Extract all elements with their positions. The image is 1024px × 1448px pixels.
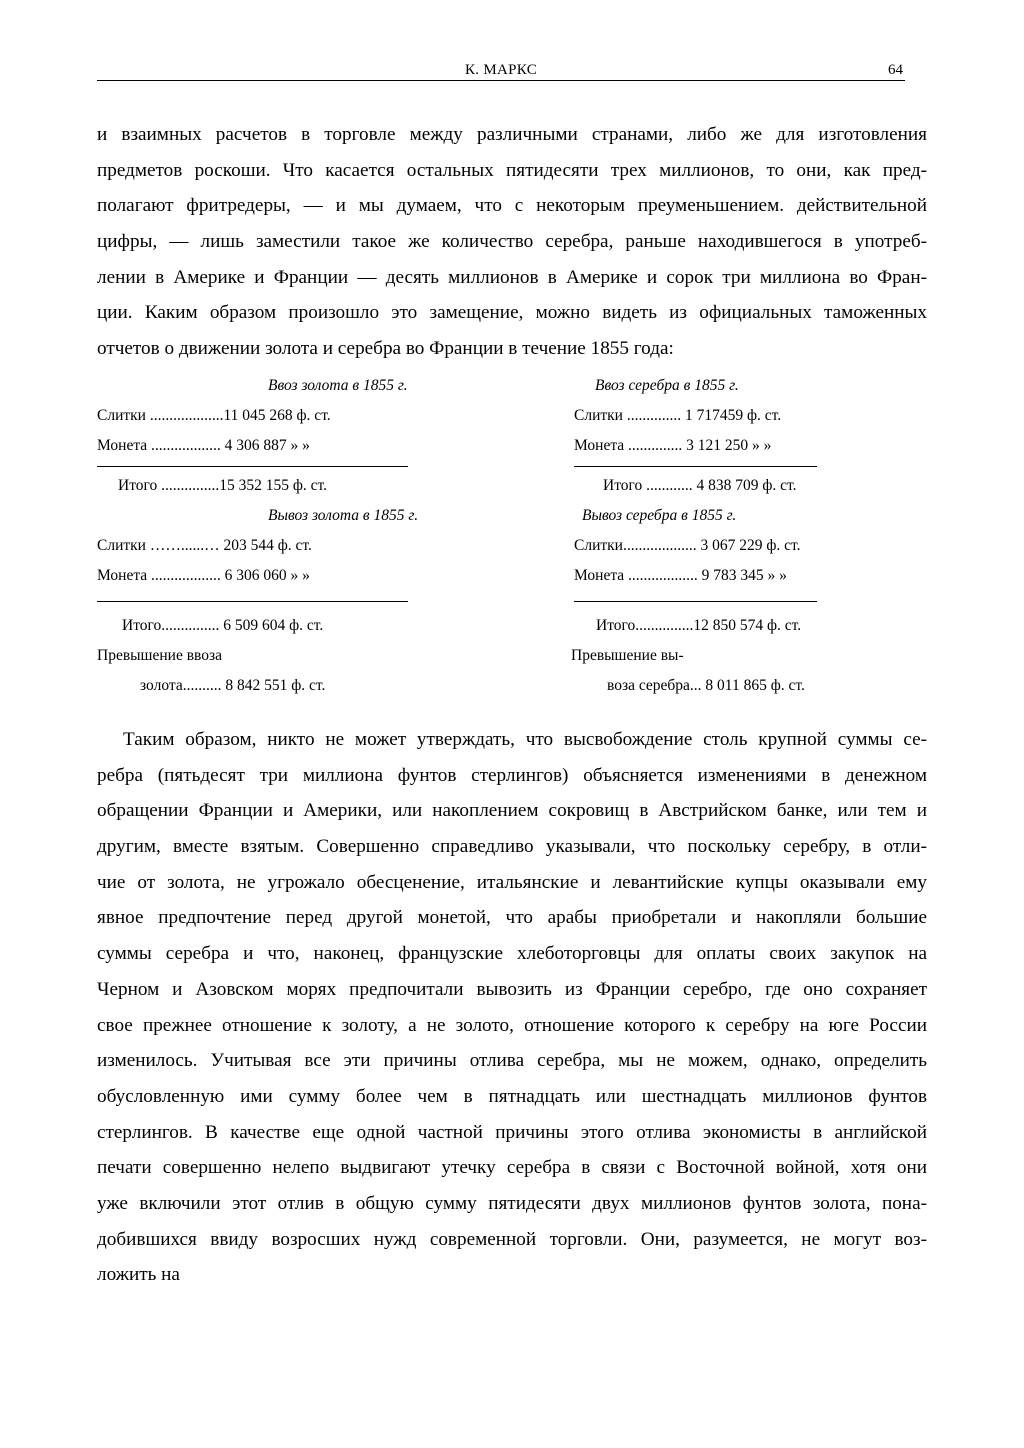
gold-import-rule	[97, 466, 408, 467]
text-line: обусловленную ими сумму более чем в пятнадцать или шестнадцать миллионов фунтов	[97, 1085, 927, 1107]
gold-export-total: Итого............... 6 509 604 ф. ст.	[122, 617, 324, 634]
text-line: свое прежнее отношение к золоту, а не золото, отношение которого к серебру на юге России	[97, 1014, 927, 1036]
text-line: другим, вместе взятым. Совершенно справедливо указывали, что поскольку серебру, в отли-	[97, 836, 927, 858]
running-header	[97, 60, 905, 81]
text-line: Черном и Азовском морях предпочитали вывозить из Франции серебро, где оно сохраняет	[97, 978, 927, 1000]
text-line: обращении Франции и Америки, или накоплением сокровищ в Австрийском банке, или тем и	[97, 800, 927, 822]
gold-excess-value: золота.......... 8 842 551 ф. ст.	[140, 677, 326, 694]
text-line: предметов роскоши. Что касается остальных пятидесяти трех миллионов, то они, как пред-	[97, 159, 927, 181]
silver-export-heading: Вывоз серебра в 1855 г.	[582, 507, 737, 524]
gold-export-rule	[97, 601, 408, 602]
silver-import-heading: Ввоз серебра в 1855 г.	[595, 377, 739, 394]
silver-export-total: Итого...............12 850 574 ф. ст.	[596, 617, 802, 634]
text-line: изменилось. Учитывая все эти причины отлива серебра, мы не можем, однако, определить	[97, 1050, 927, 1072]
gold-import-total: Итого ...............15 352 155 ф. ст.	[118, 477, 328, 494]
header-title: К. МАРКС	[464, 62, 538, 78]
page-number: 64	[888, 62, 903, 78]
text-line: и взаимных расчетов в торговле между различными странами, либо же для изготовления	[97, 124, 927, 145]
paragraph-2	[97, 722, 927, 1293]
gold-export-coin: Монета .................. 6 306 060 » »	[97, 567, 310, 584]
text-line: лении в Америке и Франции — десять миллионов в Америке и сорок три миллиона во Фран-	[97, 266, 927, 288]
text-line: уже включили этот отлив в общую сумму пятидесяти двух миллионов фунтов золота, пона-	[97, 1192, 927, 1214]
text-line: печати совершенно нелепо выдвигают утечку серебра в связи с Восточной войной, хотя они	[97, 1157, 927, 1179]
gold-import-bars: Слитки ...................11 045 268 ф. ст.	[97, 407, 331, 424]
paragraph-1	[97, 117, 927, 367]
silver-import-coin: Монета .............. 3 121 250 » »	[574, 437, 772, 454]
gold-export-bars: Слитки ……......… 203 544 ф. ст.	[97, 537, 312, 554]
gold-import-coin: Монета .................. 4 306 887 » »	[97, 437, 310, 454]
silver-excess-label: Превышение вы-	[571, 647, 684, 664]
silver-import-total: Итого ............ 4 838 709 ф. ст.	[603, 477, 797, 494]
text-line: ции. Каким образом произошло это замещение, можно видеть из официальных таможенных	[97, 302, 927, 324]
text-line: полагают фритредеры, — и мы думаем, что с некоторым преуменьшением. действительной	[97, 195, 927, 217]
text-line: отчетов о движении золота и серебра во Франции в течение 1855 года:	[97, 338, 674, 360]
silver-export-coin: Монета .................. 9 783 345 » »	[574, 567, 787, 584]
gold-export-heading: Вывоз золота в 1855 г.	[268, 507, 419, 524]
gold-excess-label: Превышение ввоза	[97, 647, 222, 664]
gold-import-heading: Ввоз золота в 1855 г.	[268, 377, 408, 394]
text-line: ребра (пятьдесят три миллиона фунтов стерлингов) объясняется изменениями в денежном	[97, 764, 927, 786]
text-line: чие от золота, не угрожало обесценение, итальянские и левантийские купцы оказывали ему	[97, 871, 927, 893]
silver-import-bars: Слитки .............. 1 717459 ф. ст.	[574, 407, 782, 424]
text-line: цифры, — лишь заместили такое же количество серебра, раньше находившегося в употреб-	[97, 231, 927, 253]
text-line: добившихся ввиду возросших нужд современной торговли. Они, разумеется, не могут воз-	[97, 1228, 927, 1250]
text-line: явное предпочтение перед другой монетой, что арабы приобретали и накопляли большие	[97, 907, 927, 929]
text-line: Таким образом, никто не может утверждать, что высвобождение столь крупной суммы се-	[123, 729, 927, 750]
silver-export-rule	[574, 601, 817, 602]
text-line: суммы серебра и что, наконец, французские хлеботорговцы для оплаты своих закупок на	[97, 943, 927, 965]
silver-export-bars: Слитки................... 3 067 229 ф. ст.	[574, 537, 801, 554]
text-line: стерлингов. В качестве еще одной частной причины этого отлива экономисты в английской	[97, 1121, 927, 1143]
silver-import-rule	[574, 466, 817, 467]
text-line: ложить на	[97, 1264, 180, 1286]
silver-excess-value: воза серебра... 8 011 865 ф. ст.	[607, 677, 805, 694]
